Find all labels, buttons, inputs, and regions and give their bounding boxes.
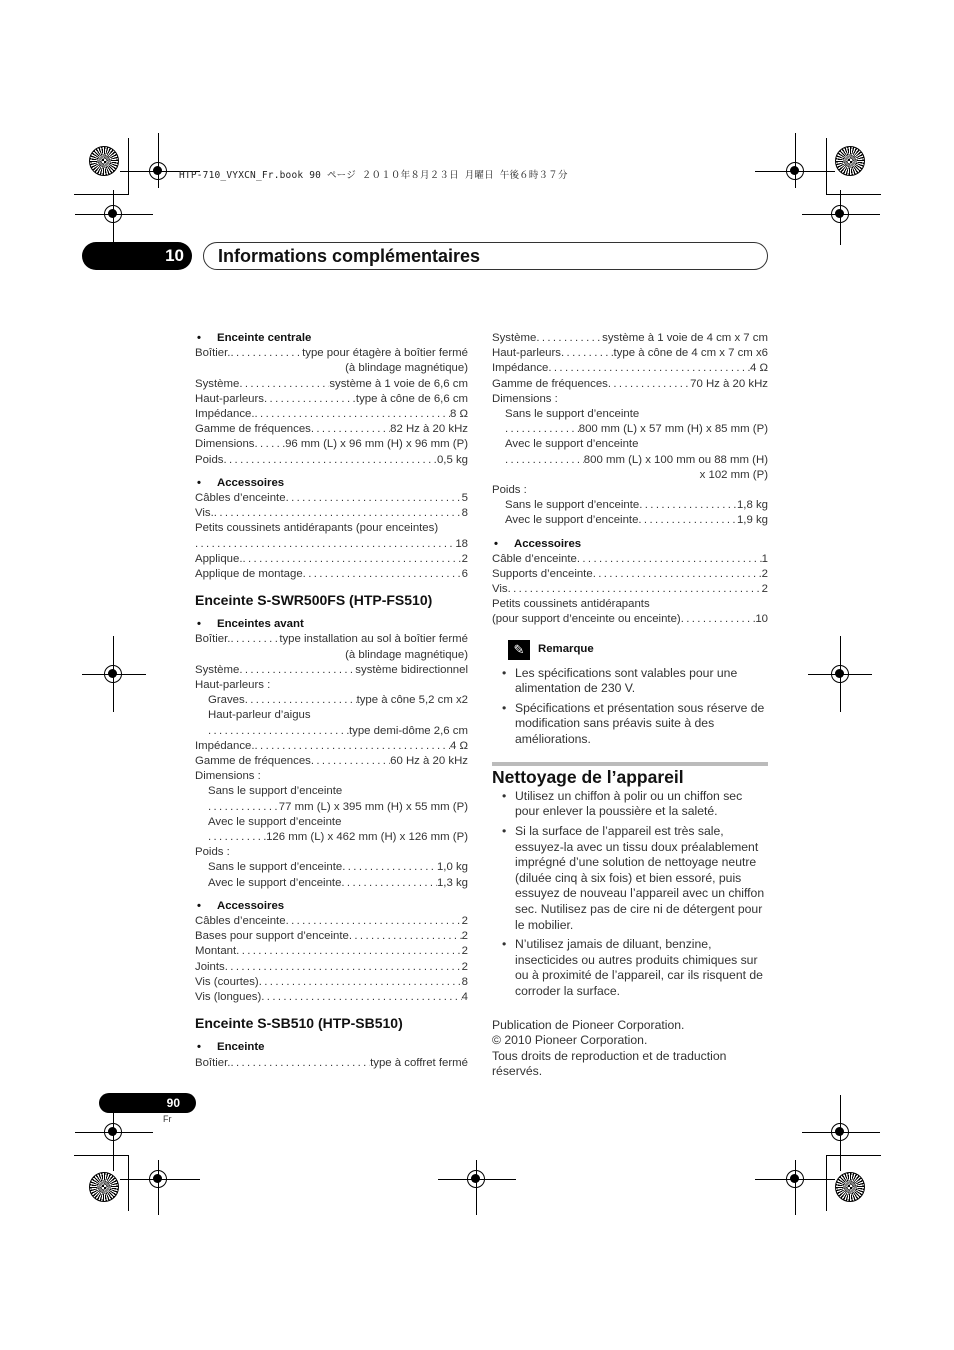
section-head: • Accessoires bbox=[492, 537, 768, 552]
spec-row: Graves . . . type à cône 5,2 cm x2 bbox=[195, 693, 468, 708]
section-title: Enceinte S-SWR500FS (HTP-FS510) bbox=[195, 592, 433, 609]
left-column bbox=[195, 331, 468, 1071]
spec-row: Câbles d’enceinte . . . 5 bbox=[195, 491, 468, 506]
spec-row: Poids . . . 0,5 kg bbox=[195, 453, 468, 468]
section-title: Enceinte S-SB510 (HTP-SB510) bbox=[195, 1015, 403, 1032]
note-label: Remarque bbox=[538, 643, 594, 656]
spec-text: Petits coussinets antidérapants bbox=[492, 598, 650, 611]
registration-mark-icon bbox=[149, 1170, 167, 1188]
spec-text: Poids : bbox=[195, 846, 230, 859]
spec-text: Sans le support d’enceinte bbox=[208, 785, 343, 798]
registration-mark-icon bbox=[104, 205, 122, 223]
registration-mark-icon bbox=[786, 1170, 804, 1188]
publication-line: © 2010 Pioneer Corporation. bbox=[492, 1033, 648, 1048]
spec-row: Joints . . . 2 bbox=[195, 960, 468, 975]
spec-row: . . . 77 mm (L) x 395 mm (H) x 55 mm (P) bbox=[195, 800, 468, 815]
spec-row: Bases pour support d’enceinte . . . 2 bbox=[195, 929, 468, 944]
spec-text: Avec le support d’enceinte bbox=[505, 438, 639, 451]
spec-row: Boîtier. . . . type à coffret fermé bbox=[195, 1056, 468, 1071]
registration-mark-icon bbox=[831, 665, 849, 683]
list-item: • Si la surface de l’appareil est très sale, essuyez-la avec un tissu doux préalablement imprégné d’une solution de nettoyage neutre (diluée cinq à six fois) et bien essoré, puis essuyez de nouveau l’appareil avec un chiffon sec. Nutilisez pas de cire ni de détergent pour le mobilier. bbox=[492, 824, 768, 933]
section-head: • Enceinte centrale bbox=[195, 331, 468, 346]
spec-text: Sans le support d’enceinte bbox=[505, 407, 640, 420]
spec-row: Gamme de fréquences . . . 60 Hz à 20 kHz bbox=[195, 754, 468, 769]
spec-row: Applique. . . . 2 bbox=[195, 552, 468, 567]
chapter-title: Informations complémentaires bbox=[203, 242, 768, 270]
spec-row: Gamme de fréquences . . . 82 Hz à 20 kHz bbox=[195, 422, 468, 437]
spec-row: Système . . . système à 1 voie de 6,6 cm bbox=[195, 377, 468, 392]
spec-text: Dimensions : bbox=[195, 770, 261, 783]
registration-mark-icon bbox=[104, 665, 122, 683]
spec-text: Haut-parleur d’aigus bbox=[208, 709, 311, 722]
spec-text: Dimensions : bbox=[492, 392, 558, 405]
pencil-note-icon: ✎ bbox=[508, 640, 530, 660]
spec-row: . . . 126 mm (L) x 462 mm (H) x 126 mm (P) bbox=[195, 830, 468, 845]
spec-row: . . . 800 mm (L) x 100 mm ou 88 mm (H) bbox=[492, 453, 768, 468]
spec-row: Avec le support d’enceinte . . . 1,9 kg bbox=[492, 513, 768, 528]
spec-text: Haut-parleurs : bbox=[195, 679, 271, 692]
right-column bbox=[492, 331, 768, 1080]
spec-row: . . . 18 bbox=[195, 537, 468, 552]
spec-text: Avec le support d’enceinte bbox=[208, 815, 342, 828]
note-header bbox=[492, 640, 768, 660]
publication-line: Tous droits de reproduction et de traduction réservés. bbox=[492, 1048, 727, 1079]
spec-row: . . . 800 mm (L) x 57 mm (H) x 85 mm (P) bbox=[492, 422, 768, 437]
spec-row: Câbles d’enceinte . . . 2 bbox=[195, 914, 468, 929]
publication-line: Publication de Pioneer Corporation. bbox=[492, 1017, 685, 1032]
spec-row: Impédance. . . . 4 Ω bbox=[195, 739, 468, 754]
spec-text: Petits coussinets antidérapants (pour enceintes) bbox=[195, 522, 439, 535]
spec-row: Câble d’enceinte . . . 1 bbox=[492, 552, 768, 567]
spec-row: Haut-parleurs . . . type à cône de 6,6 cm bbox=[195, 392, 468, 407]
spec-cont: x 102 mm (P) bbox=[699, 468, 768, 481]
registration-mark-icon bbox=[467, 1170, 485, 1188]
rosette-mark-icon bbox=[89, 1172, 119, 1202]
registration-mark-icon bbox=[149, 162, 167, 180]
section-head: • Enceinte bbox=[195, 1040, 468, 1055]
spec-row: Supports d’enceinte . . . 2 bbox=[492, 567, 768, 582]
registration-mark-icon bbox=[104, 1123, 122, 1141]
section-head: • Accessoires bbox=[195, 476, 468, 491]
list-item: • N’utilisez jamais de diluant, benzine, insecticides ou autres produits chimiques sur ou à proximité de l’appareil, car ils risquent de corroder la surface. bbox=[492, 937, 768, 999]
spec-row: (pour support d’enceinte ou enceinte) . . . 10 bbox=[492, 612, 768, 627]
spec-row: Vis. . . . 8 bbox=[195, 506, 468, 521]
rosette-mark-icon bbox=[89, 146, 119, 176]
spec-row: . . . type demi-dôme 2,6 cm bbox=[195, 724, 468, 739]
rosette-mark-icon bbox=[835, 1172, 865, 1202]
spec-cont: (à blindage magnétique) bbox=[345, 648, 468, 661]
file-header: HTP-710_VYXCN_Fr.book 90 ページ ２０１０年８月２３日 月曜日 午後６時３７分 bbox=[179, 170, 568, 181]
spec-row: Avec le support d’enceinte . . . 1,3 kg bbox=[195, 876, 468, 891]
section-title: Nettoyage de l’appareil bbox=[492, 762, 768, 785]
section-head: • Accessoires bbox=[195, 899, 468, 914]
spec-cont: (à blindage magnétique) bbox=[345, 362, 468, 375]
rosette-mark-icon bbox=[835, 146, 865, 176]
spec-row: Gamme de fréquences . . . 70 Hz à 20 kHz bbox=[492, 377, 768, 392]
spec-row: Boîtier. . . . type pour étagère à boîtier fermé bbox=[195, 346, 468, 361]
spec-row: Vis . . . 2 bbox=[492, 582, 768, 597]
spec-row: Dimensions . . . 96 mm (L) x 96 mm (H) x 96 mm (P) bbox=[195, 437, 468, 452]
chapter-number: 10 bbox=[82, 242, 192, 270]
note-item: • Les spécifications sont valables pour une alimentation de 230 V. bbox=[492, 666, 768, 697]
list-item: • Utilisez un chiffon à polir ou un chiffon sec pour enlever la poussière et la saleté. bbox=[492, 789, 768, 820]
language-code: Fr bbox=[163, 1114, 172, 1124]
spec-row: Système . . . système bidirectionnel bbox=[195, 663, 468, 678]
spec-row: Impédance . . . 4 Ω bbox=[492, 361, 768, 376]
spec-row: Sans le support d’enceinte . . . 1,0 kg bbox=[195, 860, 468, 875]
spec-row: Vis (courtes) . . . 8 bbox=[195, 975, 468, 990]
page-number: 90 bbox=[99, 1093, 196, 1113]
spec-row: Boîtier. . . . type installation au sol à boîtier fermé bbox=[195, 632, 468, 647]
spec-row: Montant . . . 2 bbox=[195, 944, 468, 959]
spec-row: Système . . . système à 1 voie de 4 cm x 7 cm bbox=[492, 331, 768, 346]
publication-block bbox=[492, 1018, 768, 1080]
spec-row: Applique de montage . . . 6 bbox=[195, 567, 468, 582]
spec-row: Vis (longues) . . . 4 bbox=[195, 990, 468, 1005]
note-item: • Spécifications et présentation sous réserve de modification sans préavis suite à des améliorations. bbox=[492, 701, 768, 748]
registration-mark-icon bbox=[831, 1123, 849, 1141]
registration-mark-icon bbox=[786, 162, 804, 180]
spec-row: Impédance. . . . 8 Ω bbox=[195, 407, 468, 422]
spec-row: Haut-parleurs . . . type à cône de 4 cm x 7 cm x6 bbox=[492, 346, 768, 361]
spec-text: Poids : bbox=[492, 483, 527, 496]
section-head: • Enceintes avant bbox=[195, 617, 468, 632]
spec-row: Sans le support d’enceinte . . . 1,8 kg bbox=[492, 498, 768, 513]
registration-mark-icon bbox=[831, 205, 849, 223]
